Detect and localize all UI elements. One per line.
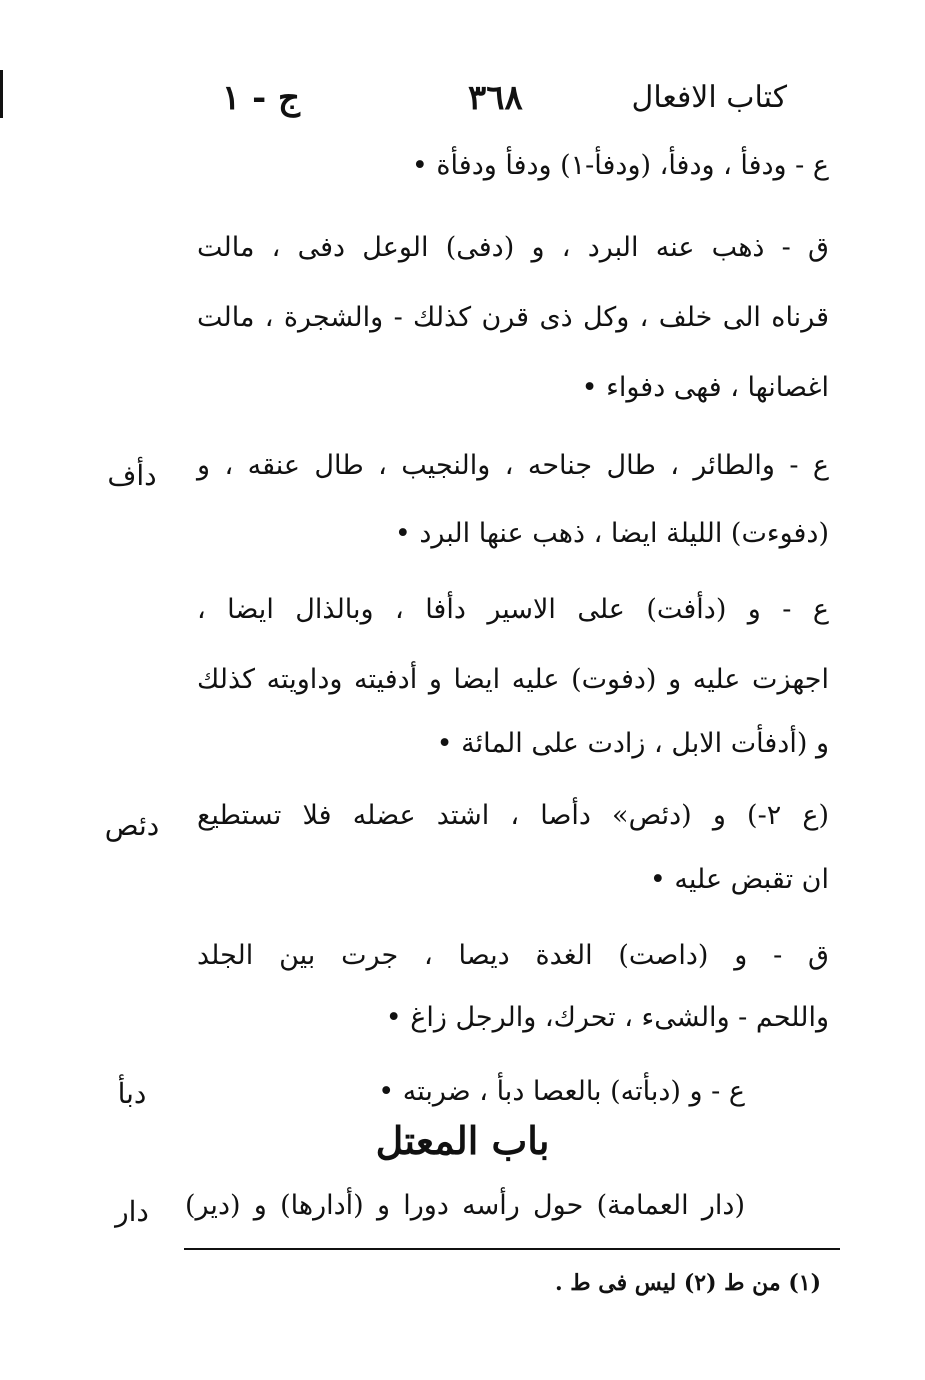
text-line-10: (ع ٢-) و (دئص» دأصا ، اشتد عضله فلا تستطيع <box>197 800 830 831</box>
footnote-rule <box>184 1248 840 1250</box>
text-line-12: ق - و (داصت) الغدة ديصا ، جرت بين الجلد <box>197 940 829 971</box>
text-line-4: اغصانها ، فهى دفواء • <box>581 372 829 403</box>
section-title: باب المعتل <box>375 1118 550 1163</box>
text-line-8: اجهزت عليه و (دفوت) عليه ايضا و أدفيته وداويته كذلك <box>197 664 829 695</box>
text-line-1: ع - ودفأ ، ودفأ، (ودفأ-١) ودفأ ودفأة • <box>411 150 829 181</box>
margin-word-dabaa: دبأ <box>117 1077 147 1110</box>
footnote: (١) من ط (٢) ليس فى ط . <box>554 1270 821 1296</box>
margin-word-daes: دئص <box>104 809 160 842</box>
running-head-title: كتاب الافعال <box>631 80 787 115</box>
text-line-5: ع - والطائر ، طال جناحه ، والنجيب ، طال عنقه ، و <box>197 450 829 481</box>
text-line-2: ق - ذهب عنه البرد ، و (دفى) الوعل دفى ، مالت <box>197 232 829 263</box>
text-line-6: (دفوءت) الليلة ايضا ، ذهب عنها البرد • <box>394 518 829 549</box>
text-line-9: و (أدفأت الابل ، زادت على المائة • <box>436 728 829 759</box>
text-line-13: واللحم - والشىء ، تحرك، والرجل زاغ • <box>385 1002 829 1033</box>
text-line-15: (دار العمامة) حول رأسه دورا و (أدارها) و (دير) <box>185 1190 745 1221</box>
margin-word-dar: دار <box>115 1195 149 1228</box>
text-line-11: ان تقبض عليه • <box>649 864 829 895</box>
text-line-7: ع - و (دأفت) على الاسير دأفا ، وبالذال ايضا ، <box>197 594 829 625</box>
page-number: ٣٦٨ <box>468 78 523 118</box>
margin-word-daaf: دأف <box>107 459 157 492</box>
text-line-3: قرناه الى خلف ، وكل ذى قرن كذلك - والشجرة ، مالت <box>197 302 829 333</box>
text-line-14: ع - و (دبأته) بالعصا دبأ ، ضربته • <box>378 1076 745 1107</box>
volume-label: ج - ١ <box>222 78 300 118</box>
page-edge-mark <box>0 70 3 118</box>
